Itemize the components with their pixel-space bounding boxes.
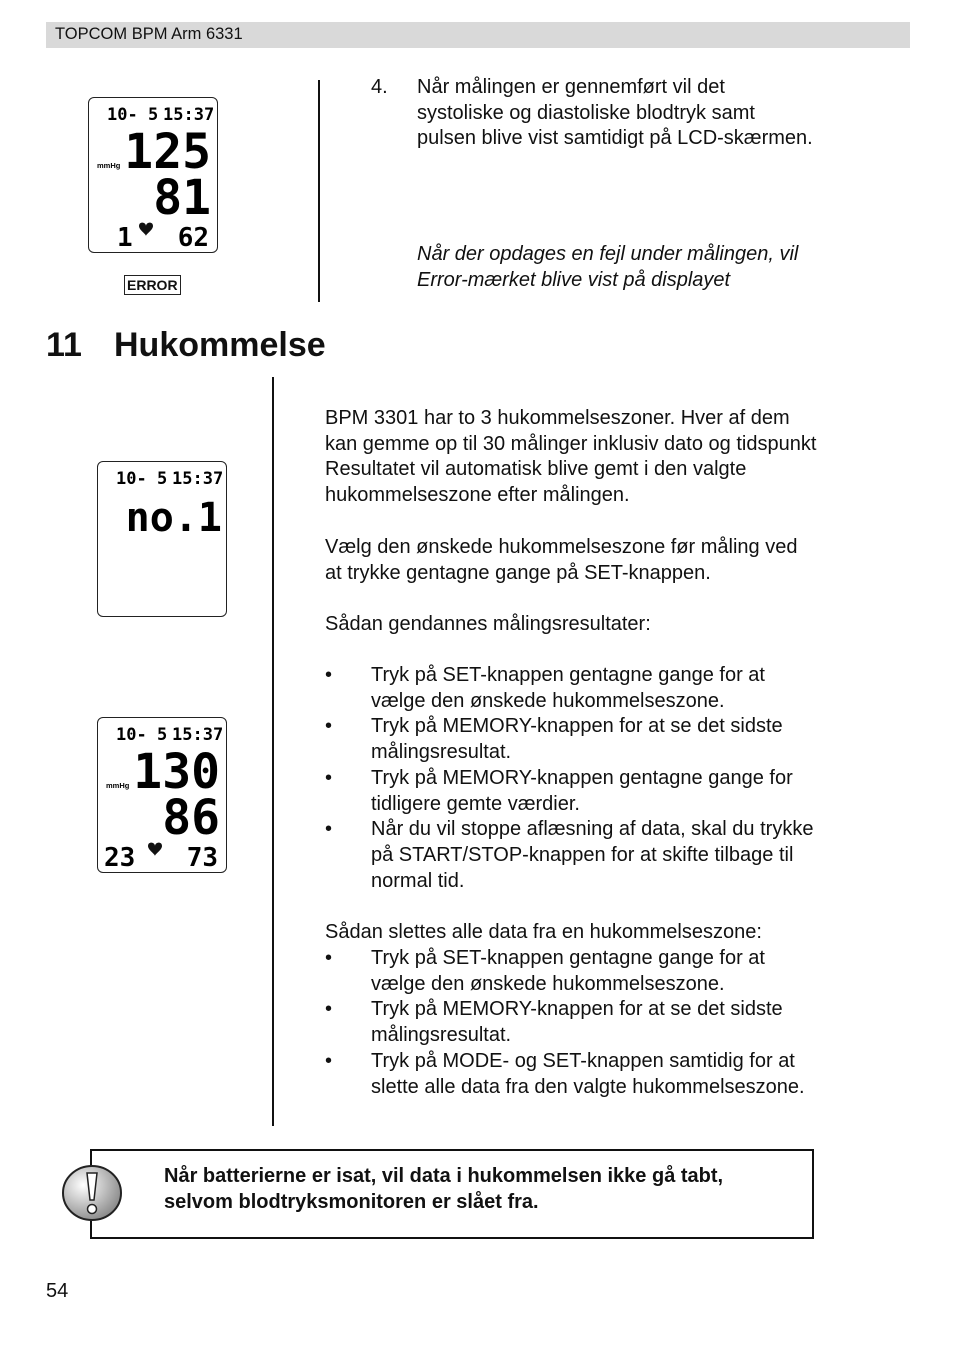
lcd1-systolic: 125 [124,124,211,180]
list-item [325,1049,805,1100]
text-line: Vælg den ønskede hukommelseszone før måling ved [325,536,798,558]
text-line: systoliske og diastoliske blodtryk samt [417,101,755,124]
lcd2-main: no.1 [125,495,222,541]
text-line: Når målingen er gennemført vil det [417,76,725,98]
text-line: vælge den ønskede hukommelseszone. [371,689,725,712]
header-title: TOPCOM BPM Arm 6331 [55,25,243,43]
step-number: 4. [371,76,388,98]
recall-list [325,663,813,894]
text-line: tidligere gemte værdier. [371,792,580,815]
list-item [325,997,805,1048]
delete-heading: Sådan slettes alle data fra en hukommelseszone: [325,921,762,943]
text-line: Tryk på MEMORY-knappen for at se det sidste [371,715,783,738]
bullet-dot: • [325,1049,333,1072]
text-line: Når batterierne er isat, vil data i hukommelsen ikke gå tabt, [164,1165,724,1187]
text-line: selvom blodtryksmonitoren er slået fra. [164,1190,539,1213]
bullet-dot: • [325,664,333,686]
text-line: slette alle data fra den valgte hukommelseszone. [371,1075,805,1098]
lcd3-time: 15:37 [172,725,224,745]
lcd1-date: 10- 5 [107,105,159,125]
lcd1-memory: 1 [117,223,133,252]
warning-icon [60,1163,124,1223]
text-line: på START/STOP-knappen for at skifte tilbage til [371,843,794,866]
lcd-display-memory-reading [97,717,227,873]
text-line: kan gemme op til 30 målinger inklusiv dato og tidspunkt [325,432,817,455]
lcd-display-measurement [88,97,218,253]
note-text [164,1164,804,1215]
step-4-text [417,75,813,152]
text-line: vælge den ønskede hukommelseszone. [371,972,725,995]
delete-list [325,946,805,1100]
lcd1-time: 15:37 [163,105,215,125]
text-line: Resultatet vil automatisk blive gemt i den valgte [325,458,747,481]
lcd3-date: 10- 5 [116,725,168,745]
lcd2-date: 10- 5 [116,469,168,489]
select-zone-paragraph [325,535,797,586]
text-line: Error-mærket blive vist på displayet [417,268,731,291]
section-heading [46,326,326,365]
lcd3-diastolic: 86 [162,790,220,846]
lcd3-unit: mmHg [106,781,130,790]
text-line: Tryk på MODE- og SET-knappen samtidig for at [371,1049,795,1072]
recall-heading: Sådan gendannes målingsresultater: [325,613,651,635]
divider-top [318,80,320,302]
text-line: Når du vil stoppe aflæsning af data, skal du trykke [371,818,814,841]
intro-paragraph [325,406,816,509]
list-item [325,766,813,817]
lcd1-diastolic: 81 [153,170,211,226]
section-number: 11 [46,326,82,364]
lcd3-memory: 23 [104,843,136,872]
bullet-dot: • [325,818,333,841]
text-line: at trykke gentagne gange på SET-knappen. [325,561,711,584]
bullet-dot: • [325,947,333,969]
list-item [325,663,813,714]
divider-main [272,377,274,1126]
page-number: 54 [46,1280,69,1302]
bullet-dot: • [325,998,333,1021]
header-bar [46,22,910,48]
lcd-display-memory-zone [97,461,227,617]
lcd3-pulse: 73 [186,843,218,872]
list-item [325,817,813,894]
text-line: Tryk på SET-knappen gentagne gange for at [371,664,765,686]
text-line: Tryk på MEMORY-knappen gentagne gange for [371,766,793,789]
list-item [325,946,805,997]
lcd2-time: 15:37 [172,469,224,489]
text-line: Når der opdages en fejl under målingen, vil [417,243,799,265]
heart-icon [139,223,153,236]
text-line: normal tid. [371,869,465,892]
text-line: Tryk på MEMORY-knappen for at se det sidste [371,998,783,1021]
text-line: målingsresultat. [371,741,512,764]
text-line: hukommelseszone efter målingen. [325,484,630,507]
note-box [90,1149,814,1239]
section-title: Hukommelse [114,326,326,364]
text-line: BPM 3301 har to 3 hukommelseszoner. Hver af dem [325,407,790,429]
text-line: pulsen blive vist samtidigt på LCD-skærmen. [417,127,813,150]
heart-icon [148,843,162,856]
list-item [325,714,813,765]
lcd1-pulse: 62 [177,223,209,252]
lcd1-unit: mmHg [97,161,121,170]
bullet-dot: • [325,715,333,738]
error-note [417,242,798,293]
error-badge: ERROR [124,275,181,295]
lcd3-systolic: 130 [133,744,220,800]
text-line: Tryk på SET-knappen gentagne gange for at [371,947,765,969]
bullet-dot: • [325,766,333,789]
text-line: målingsresultat. [371,1024,512,1047]
